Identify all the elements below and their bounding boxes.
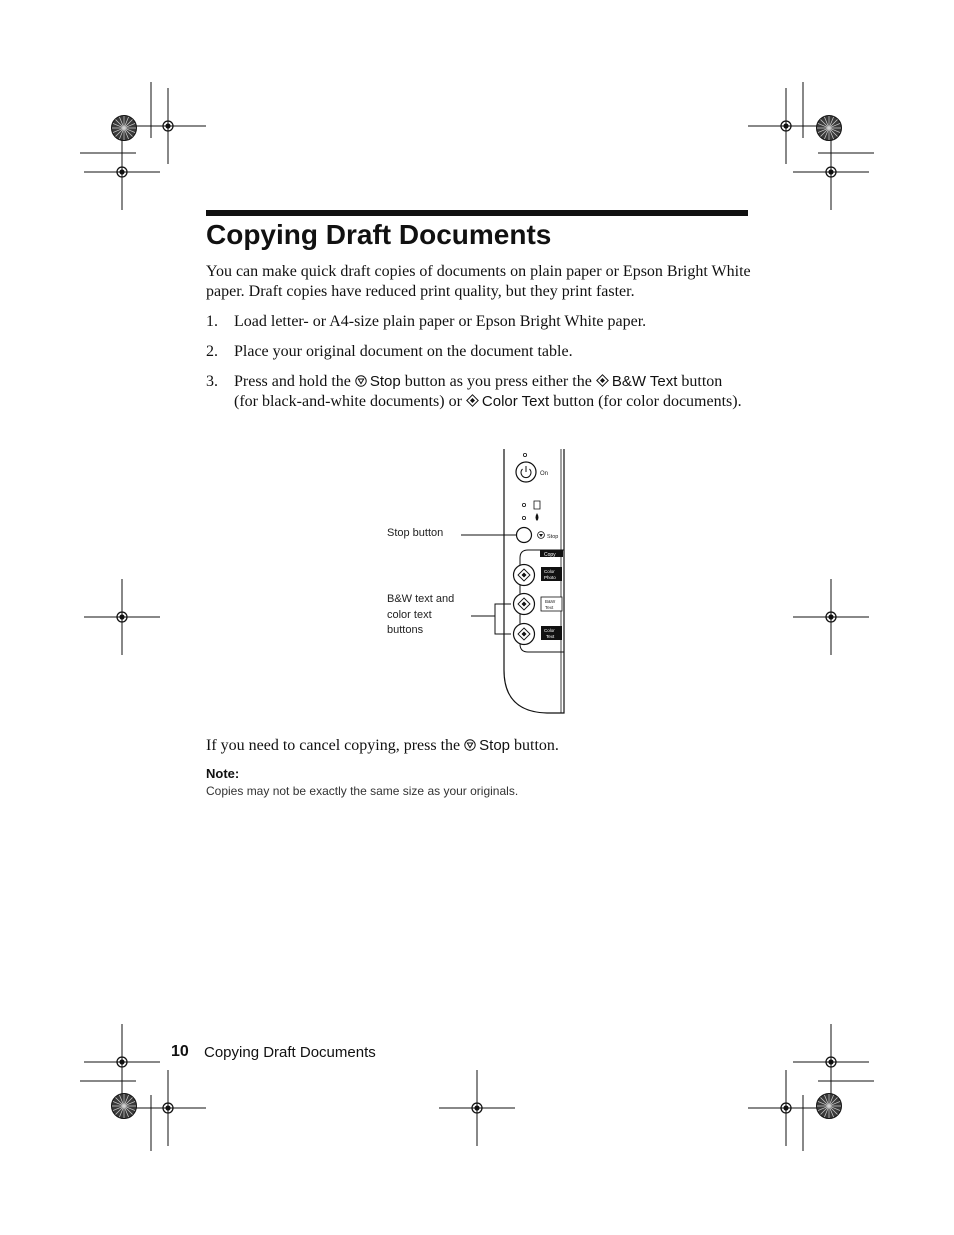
- step-number: 1.: [206, 313, 218, 330]
- panel-color-photo-label: Photo: [544, 575, 556, 580]
- panel-on-label: On: [540, 471, 549, 477]
- panel-stop-label: Stop: [547, 534, 559, 540]
- step-text: Place your original document on the document table.: [234, 343, 573, 360]
- panel-color-photo-label: Color: [544, 569, 555, 574]
- color-text-button-name: Color Text: [481, 393, 550, 410]
- cancel-text-part: button.: [514, 737, 559, 754]
- stop-button-name: Stop: [479, 737, 510, 754]
- step-text-part: Press and hold the: [234, 373, 351, 390]
- step-text: Load letter- or A4-size plain paper or Epson Bright White paper.: [234, 313, 647, 330]
- page-number: 10: [171, 1043, 189, 1060]
- step-number: 3.: [206, 373, 218, 390]
- panel-copy-label: Copy: [544, 552, 556, 558]
- stop-button-name: Stop: [369, 373, 401, 390]
- step-number: 2.: [206, 343, 218, 360]
- callout-line: color text: [387, 608, 432, 621]
- note-text: Copies may not be exactly the same size as your originals.: [206, 784, 519, 798]
- panel-bw-text-label: Text: [545, 605, 554, 610]
- callout-line: B&W text and: [387, 593, 455, 605]
- cancel-paragraph: [206, 736, 559, 756]
- step-text-part: button (for black-and-white documents) or: [234, 373, 723, 410]
- callout-stop-button: Stop button: [387, 527, 444, 539]
- note-heading: Note:: [206, 766, 240, 781]
- cancel-text-part: If you need to cancel copying, press the: [206, 737, 461, 754]
- footer-section-title: Copying Draft Documents: [204, 1044, 376, 1061]
- panel-color-text-label: Text: [546, 634, 555, 639]
- page-title: Copying Draft Documents: [206, 219, 552, 250]
- panel-color-text-label: Color: [544, 628, 555, 633]
- step-text-part: button (for color documents).: [553, 393, 742, 410]
- bw-text-button-name: B&W Text: [611, 373, 678, 390]
- stop-icon: [464, 739, 476, 751]
- intro-paragraph: You can make quick draft copies of documents on plain paper or Epson Bright White paper. Draft copies have reduced print quality, but they print faster.: [206, 263, 751, 300]
- panel-bw-text-label: B&W: [545, 599, 556, 604]
- step-text-part: button as you press either the: [404, 373, 592, 390]
- callout-line: buttons: [387, 624, 424, 636]
